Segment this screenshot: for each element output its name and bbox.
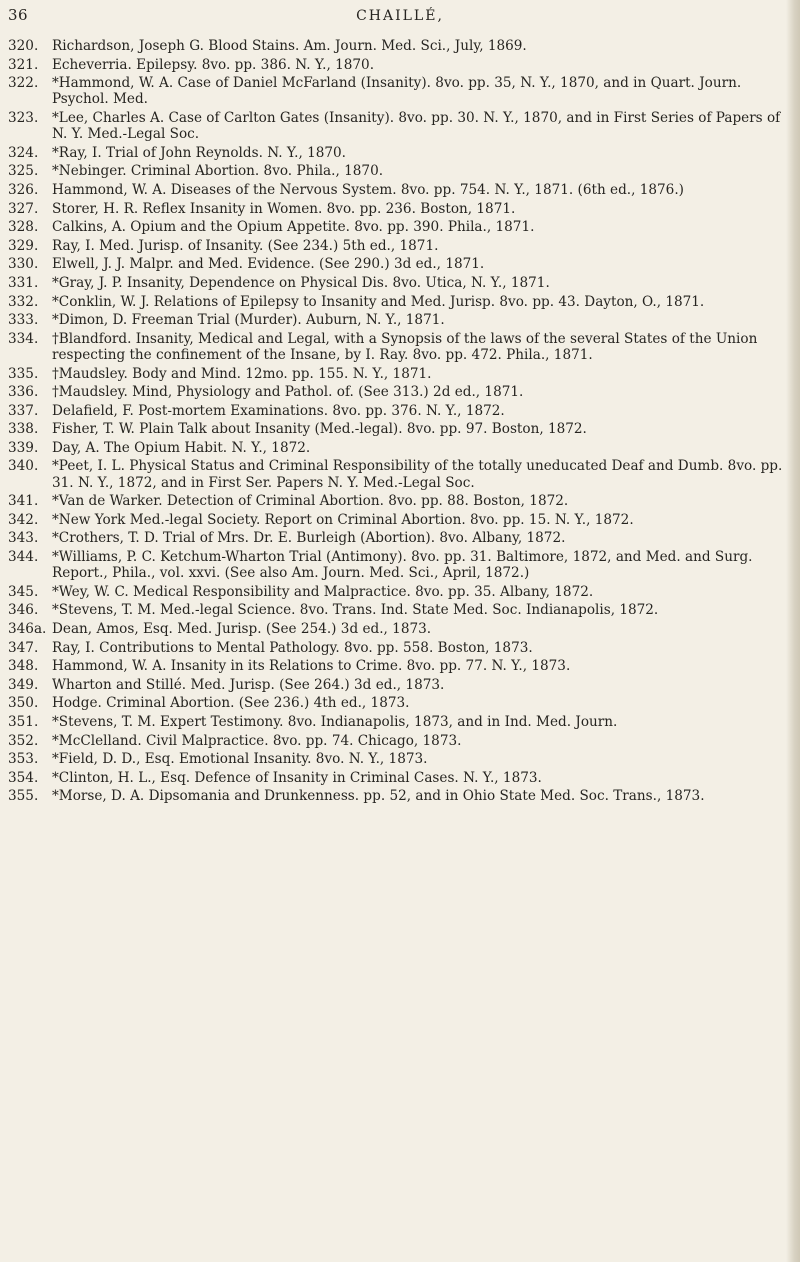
entry-number: 326. bbox=[8, 181, 39, 198]
entry-number: 346a. bbox=[8, 621, 47, 638]
entry-number: 353. bbox=[8, 751, 39, 768]
bibliography-entry bbox=[8, 621, 788, 637]
entry-text: *Van de Warker. Detection of Criminal Abortion. 8vo. pp. 88. Boston, 1872. bbox=[52, 493, 569, 510]
entry-text: Calkins, A. Opium and the Opium Appetite. 8vo. pp. 390. Phila., 1871. bbox=[52, 219, 535, 236]
entry-number: 335. bbox=[8, 365, 39, 382]
entry-number: 329. bbox=[8, 237, 39, 254]
bibliography-entry bbox=[8, 294, 788, 310]
entry-text: †Maudsley. Mind, Physiology and Pathol. of. (See 313.) 2d ed., 1871. bbox=[52, 384, 524, 401]
entry-number: 339. bbox=[8, 439, 39, 456]
entry-number: 320. bbox=[8, 38, 39, 54]
entry-number: 322. bbox=[8, 75, 39, 92]
bibliography-entry bbox=[8, 695, 788, 711]
entry-number: 330. bbox=[8, 256, 39, 273]
entry-text: *Clinton, H. L., Esq. Defence of Insanity in Criminal Cases. N. Y., 1873. bbox=[52, 769, 542, 786]
bibliography-entry bbox=[8, 182, 788, 198]
entry-text: *Williams, P. C. Ketchum-Wharton Trial (Antimony). 8vo. pp. 31. Baltimore, 1872, and Med. and Surg. Report., Phila., vol. xxvi. (See also Am. Journ. Med. Sci., April, 1872.) bbox=[52, 549, 753, 582]
entry-text: Dean, Amos, Esq. Med. Jurisp. (See 254.) 3d ed., 1873. bbox=[52, 621, 432, 638]
bibliography-entry bbox=[8, 312, 788, 328]
bibliography-entry bbox=[8, 110, 788, 142]
entry-number: 354. bbox=[8, 769, 39, 786]
entry-text: Hammond, W. A. Insanity in its Relations to Crime. 8vo. pp. 77. N. Y., 1873. bbox=[52, 658, 571, 675]
bibliography-entry bbox=[8, 384, 788, 400]
entry-number: 332. bbox=[8, 293, 39, 310]
entry-number: 355. bbox=[8, 788, 39, 805]
entry-text: *Dimon, D. Freeman Trial (Murder). Auburn, N. Y., 1871. bbox=[52, 312, 445, 329]
entry-text: Hammond, W. A. Diseases of the Nervous System. 8vo. pp. 754. N. Y., 1871. (6th ed., 1876.) bbox=[52, 181, 684, 198]
entry-number: 345. bbox=[8, 583, 39, 600]
entry-text: *Nebinger. Criminal Abortion. 8vo. Phila., 1870. bbox=[52, 163, 384, 180]
bibliography-entry bbox=[8, 658, 788, 674]
entry-text: *Stevens, T. M. Med.-legal Science. 8vo. Trans. Ind. State Med. Soc. Indianapolis, 1872. bbox=[52, 602, 659, 619]
page-number: 36 bbox=[8, 6, 29, 24]
bibliography-entry bbox=[8, 677, 788, 693]
entry-text: Day, A. The Opium Habit. N. Y., 1872. bbox=[52, 439, 311, 456]
entry-text: †Blandford. Insanity, Medical and Legal, with a Synopsis of the laws of the several States of the Union respecting the confinement of the Insane, by I. Ray. 8vo. pp. 472. Phila., 1871. bbox=[52, 330, 758, 363]
bibliography-entry bbox=[8, 163, 788, 179]
entry-text: *Hammond, W. A. Case of Daniel McFarland (Insanity). 8vo. pp. 35, N. Y., 1870, and in Quart. Journ. Psychol. Med. bbox=[52, 75, 742, 108]
bibliography-entry bbox=[8, 788, 788, 804]
bibliography-entry bbox=[8, 238, 788, 254]
entry-text: *Conklin, W. J. Relations of Epilepsy to Insanity and Med. Jurisp. 8vo. pp. 43. Dayton, O., 1871. bbox=[52, 293, 705, 310]
entry-number: 336. bbox=[8, 384, 39, 401]
bibliography-entry bbox=[8, 440, 788, 456]
entry-text: Storer, H. R. Reflex Insanity in Women. 8vo. pp. 236. Boston, 1871. bbox=[52, 200, 516, 217]
entry-number: 321. bbox=[8, 56, 39, 73]
entry-text: *Peet, I. L. Physical Status and Criminal Responsibility of the totally uneducated Deaf and Dumb. 8vo. pp. 31. N. Y., 1872, and in First Ser. Papers N. Y. Med.-Legal Soc. bbox=[52, 458, 783, 491]
bibliography-entry bbox=[8, 331, 788, 363]
entry-text: *Crothers, T. D. Trial of Mrs. Dr. E. Burleigh (Abortion). 8vo. Albany, 1872. bbox=[52, 530, 566, 547]
entry-text: *Stevens, T. M. Expert Testimony. 8vo. Indianapolis, 1873, and in Ind. Med. Journ. bbox=[52, 714, 618, 731]
entry-number: 331. bbox=[8, 274, 39, 291]
entry-number: 352. bbox=[8, 732, 39, 749]
bibliography-entry bbox=[8, 38, 788, 54]
bibliography-entry bbox=[8, 602, 788, 618]
bibliography-entry bbox=[8, 733, 788, 749]
bibliography-entry bbox=[8, 275, 788, 291]
entry-text: Richardson, Joseph G. Blood Stains. Am. Journ. Med. Sci., July, 1869. bbox=[52, 38, 527, 54]
bibliography-entry bbox=[8, 458, 788, 490]
entry-text: Fisher, T. W. Plain Talk about Insanity (Med.-legal). 8vo. pp. 97. Boston, 1872. bbox=[52, 421, 587, 438]
entry-number: 323. bbox=[8, 109, 39, 126]
entry-text: *Wey, W. C. Medical Responsibility and Malpractice. 8vo. pp. 35. Albany, 1872. bbox=[52, 583, 594, 600]
bibliography-entry bbox=[8, 640, 788, 656]
entry-number: 347. bbox=[8, 639, 39, 656]
bibliography-entry bbox=[8, 421, 788, 437]
entry-number: 334. bbox=[8, 330, 39, 347]
entry-number: 344. bbox=[8, 549, 39, 566]
entry-text: *Morse, D. A. Dipsomania and Drunkenness. pp. 52, and in Ohio State Med. Soc. Trans., 1873. bbox=[52, 788, 705, 805]
running-head: CHAILLÉ, bbox=[356, 8, 444, 24]
entry-text: Delafield, F. Post-mortem Examinations. 8vo. pp. 376. N. Y., 1872. bbox=[52, 402, 505, 419]
page-header bbox=[0, 6, 800, 32]
bibliography-entry bbox=[8, 584, 788, 600]
entry-number: 342. bbox=[8, 511, 39, 528]
entry-number: 346. bbox=[8, 602, 39, 619]
entry-text: *Field, D. D., Esq. Emotional Insanity. 8vo. N. Y., 1873. bbox=[52, 751, 428, 768]
entry-number: 340. bbox=[8, 458, 39, 475]
entry-number: 338. bbox=[8, 421, 39, 438]
bibliography-entry bbox=[8, 403, 788, 419]
bibliography-entry bbox=[8, 201, 788, 217]
entry-text: *Ray, I. Trial of John Reynolds. N. Y., 1870. bbox=[52, 144, 346, 161]
bibliography-entry bbox=[8, 751, 788, 767]
bibliography-list bbox=[8, 38, 788, 807]
entry-text: Ray, I. Contributions to Mental Pathology. 8vo. pp. 558. Boston, 1873. bbox=[52, 639, 533, 656]
bibliography-entry bbox=[8, 366, 788, 382]
entry-number: 349. bbox=[8, 676, 39, 693]
entry-number: 325. bbox=[8, 163, 39, 180]
entry-number: 350. bbox=[8, 695, 39, 712]
entry-text: Echeverria. Epilepsy. 8vo. pp. 386. N. Y., 1870. bbox=[52, 56, 375, 73]
entry-number: 337. bbox=[8, 402, 39, 419]
entry-text: Elwell, J. J. Malpr. and Med. Evidence. (See 290.) 3d ed., 1871. bbox=[52, 256, 485, 273]
bibliography-entry bbox=[8, 530, 788, 546]
entry-text: Wharton and Stillé. Med. Jurisp. (See 264.) 3d ed., 1873. bbox=[52, 676, 445, 693]
entry-number: 324. bbox=[8, 144, 39, 161]
entry-text: Hodge. Criminal Abortion. (See 236.) 4th ed., 1873. bbox=[52, 695, 410, 712]
entry-number: 328. bbox=[8, 219, 39, 236]
bibliography-entry bbox=[8, 256, 788, 272]
entry-number: 341. bbox=[8, 493, 39, 510]
bibliography-entry bbox=[8, 549, 788, 581]
bibliography-entry bbox=[8, 75, 788, 107]
entry-text: †Maudsley. Body and Mind. 12mo. pp. 155. N. Y., 1871. bbox=[52, 365, 432, 382]
entry-text: *Gray, J. P. Insanity, Dependence on Physical Dis. 8vo. Utica, N. Y., 1871. bbox=[52, 274, 550, 291]
bibliography-entry bbox=[8, 512, 788, 528]
entry-number: 327. bbox=[8, 200, 39, 217]
entry-number: 333. bbox=[8, 312, 39, 329]
bibliography-entry bbox=[8, 493, 788, 509]
entry-text: Ray, I. Med. Jurisp. of Insanity. (See 234.) 5th ed., 1871. bbox=[52, 237, 439, 254]
bibliography-entry bbox=[8, 57, 788, 73]
entry-number: 343. bbox=[8, 530, 39, 547]
page-edge-shadow bbox=[786, 0, 800, 1262]
entry-text: *Lee, Charles A. Case of Carlton Gates (Insanity). 8vo. pp. 30. N. Y., 1870, and in First Series of Papers of N. Y. Med.-Legal Soc. bbox=[52, 109, 781, 143]
bibliography-entry bbox=[8, 714, 788, 730]
entry-number: 351. bbox=[8, 714, 39, 731]
entry-number: 348. bbox=[8, 658, 39, 675]
entry-text: *McClelland. Civil Malpractice. 8vo. pp. 74. Chicago, 1873. bbox=[52, 732, 462, 749]
bibliography-entry bbox=[8, 145, 788, 161]
entry-text: *New York Med.-legal Society. Report on Criminal Abortion. 8vo. pp. 15. N. Y., 1872. bbox=[52, 511, 634, 528]
bibliography-entry bbox=[8, 770, 788, 786]
bibliography-entry bbox=[8, 219, 788, 235]
